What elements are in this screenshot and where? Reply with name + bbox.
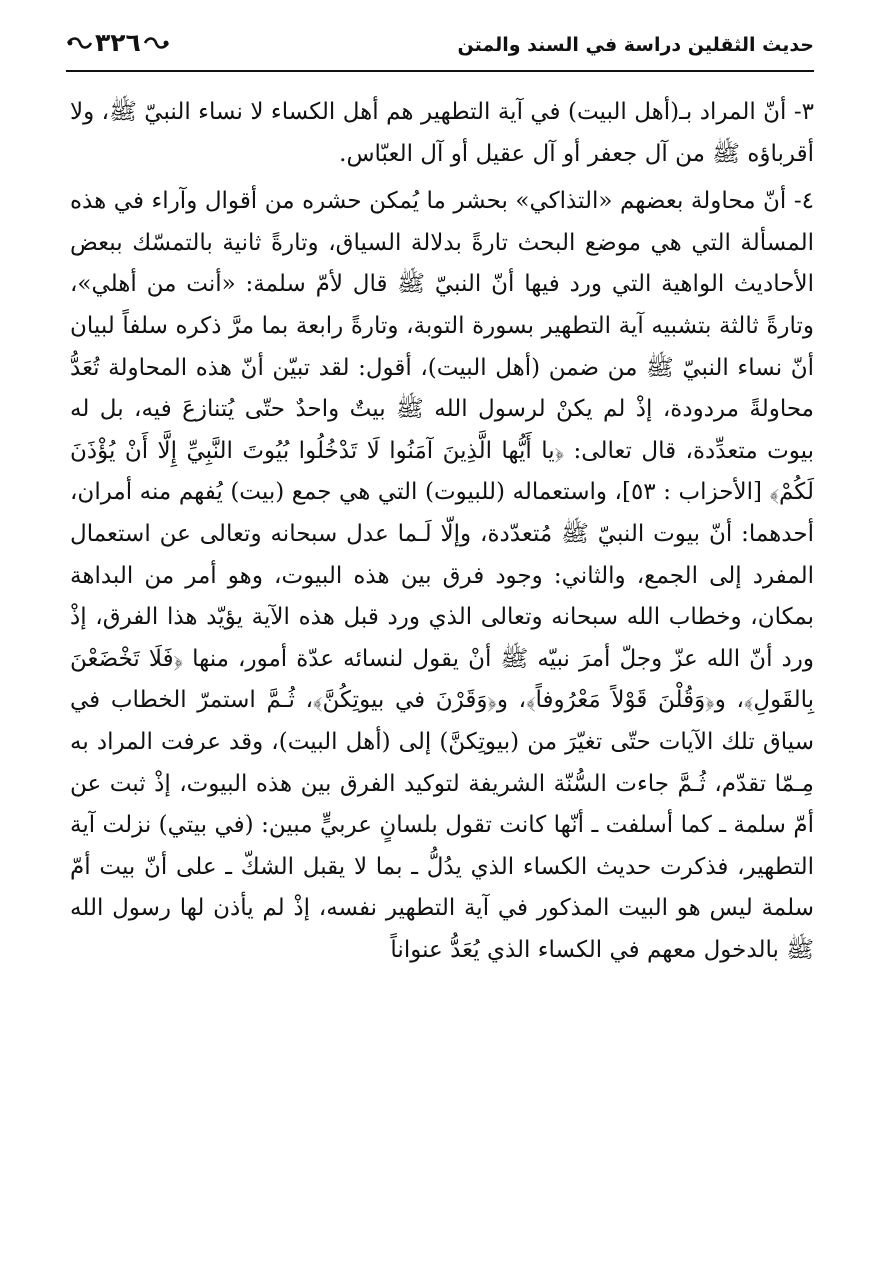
page-number: ٣٢٦	[95, 28, 141, 57]
page-header	[66, 26, 814, 74]
header-rule	[66, 70, 814, 72]
ornament-right-icon	[144, 36, 170, 50]
paragraph-point-3: ٣- أنّ المراد بـ(أهل البيت) في آية التطهير هم أهل الكساء لا نساء النبيّ ﷺ، ولا أقرباؤه ﷺ من آل جعفر أو آل عقيل أو آل العبّاس.	[70, 99, 814, 167]
running-title: حديث الثقلين دراسة في السند والمتن	[457, 34, 814, 56]
body-text	[70, 92, 814, 971]
ornament-left-icon	[66, 36, 92, 50]
page-number-group	[66, 28, 170, 57]
paragraph-point-4: ٤- أنّ محاولة بعضهم «التذاكي» بحشر ما يُمكن حشره من أقوال وآراء في هذه المسألة التي هي موضع البحث تارةً بدلالة السياق، وتارةً ثانية بالتمسّك ببعض الأحاديث الواهية التي ورد فيها أنّ النبيّ ﷺ قال لأمّ سلمة: «أنت من أهلي»، وتارةً ثالثة بتشبيه آية التطهير بسورة التوبة، وتارةً رابعة بما مرَّ ذكره سلفاً لبيان أنّ نساء النبيّ ﷺ من ضمن (أهل البيت)، أقول: لقد تبيّن أنّ هذه المحاولة تُعَدُّ محاولةً مردودة، إذْ لم يكنْ لرسول الله ﷺ بيتٌ واحدٌ حتّى يُتنازعَ فيه، بل له بيوت متعدِّدة، قال تعالى: ﴿يا أَيُّها الَّذِينَ آمَنُوا لَا تَدْخُلُوا بُيُوتَ النَّبِيِّ إِلَّا أَنْ يُؤْذَنَ لَكُمْ﴾ [الأحزاب : ٥٣]، واستعماله (للبيوت) التي هي جمع (بيت) يُفهم منه أمران، أحدهما: أنّ بيوت النبيّ ﷺ مُتعدّدة، وإلّا لَـما عدل سبحانه وتعالى عن استعمال المفرد إلى الجمع، والثاني: وجود فرق بين هذه البيوت، وهو أمر من البداهة بمكان، وخطاب الله سبحانه وتعالى الذي ورد قبل هذه الآية يؤيّد هذا الفرق، إذْ ورد أنّ الله عزّ وجلّ أمرَ نبيّه ﷺ أنْ يقول لنسائه عدّة أمور، منها ﴿فَلَا تَخْضَعْنَ بِالقَولِ﴾، و﴿وَقُلْنَ قَوْلاً مَعْرُوفاً﴾، و﴿وَقَرْنَ في بيوتِكُنَّ﴾، ثُـمَّ استمرّ الخطاب في سياق تلك الآيات حتّى تغيّرَ من (بيوتِكنَّ) إلى (أهل البيت)، وقد عرفت المراد به مِـمّا تقدّم، ثُـمَّ جاءت السُّنّة الشريفة لتوكيد الفرق بين هذه البيوت، إذْ ثبت عن أمّ سلمة ـ كما أسلفت ـ أنّها كانت تقول بلسانٍ عربيٍّ مبين: (في بيتي) نزلت آية التطهير، فذكرت حديث الكساء الذي يدُلُّ ـ بما لا يقبل الشكّ ـ على أنّ بيت أمّ سلمة ليس هو البيت المذكور في آية التطهير نفسه، إذْ لم يأذن لها رسول الله ﷺ بالدخول معهم في الكساء الذي يُعَدُّ عنواناً	[70, 188, 814, 963]
